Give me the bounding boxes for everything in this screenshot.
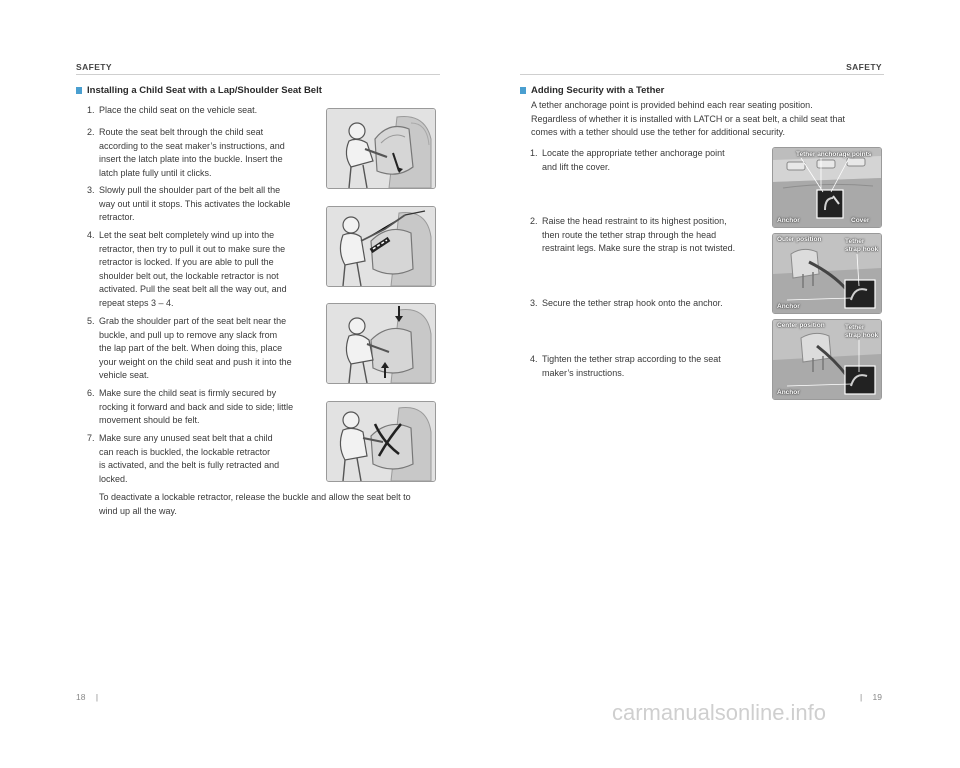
section-header-right: SAFETY	[846, 62, 882, 72]
step-number: 1.	[530, 148, 538, 158]
header-divider-left	[76, 74, 440, 75]
label-tether-strap-hook	[845, 324, 878, 339]
label-center-position: Center position	[777, 322, 825, 329]
left-section-title	[76, 85, 322, 96]
illustration-pull-belt	[326, 206, 436, 287]
page-separator: |	[859, 692, 863, 702]
step-line: Route the seat belt through the child seat	[99, 127, 264, 137]
right-section-title	[520, 85, 664, 96]
step-number: 4.	[87, 230, 95, 240]
page-number-right	[860, 692, 882, 702]
right-intro	[531, 99, 891, 140]
section-bullet-icon	[76, 87, 82, 94]
illustration-rock-seat	[326, 401, 436, 482]
label-line: strap hook	[845, 331, 879, 339]
step-line: and lift the cover.	[542, 161, 611, 172]
step-line: Let the seat belt completely wind up into the	[99, 230, 275, 240]
step-number: 2.	[87, 127, 95, 137]
step-number: 1.	[87, 105, 95, 115]
step-line: Locate the appropriate tether anchorage point	[542, 148, 725, 158]
intro-line: comes with a tether should use the tether for additional security.	[531, 127, 785, 138]
step-line: Place the child seat on the vehicle seat.	[99, 105, 258, 115]
step-line: vehicle seat.	[99, 370, 150, 381]
step-line: insert the latch plate into the buckle. Insert the	[99, 154, 283, 165]
step-number: 2.	[530, 216, 538, 226]
label-cover: Cover	[851, 217, 870, 224]
illustration-place-child-seat	[326, 108, 436, 189]
step-line: shoulder belt out, the lockable retractor is not	[99, 270, 279, 281]
left-note	[99, 491, 444, 518]
step-line: repeat steps 3 – 4.	[99, 297, 174, 308]
step-line: Slowly pull the shoulder part of the belt all the	[99, 185, 281, 195]
step-line: Grab the shoulder part of the seat belt near the	[99, 316, 287, 326]
step-number: 7.	[87, 433, 95, 443]
step-line: Make sure any unused seat belt that a child	[99, 433, 273, 443]
step-line: restraint legs. Make sure the strap is not twisted.	[542, 243, 736, 254]
watermark: carmanualsonline.info	[612, 700, 827, 725]
step-line: activated. Pull the seat belt all the way out, and	[99, 284, 287, 295]
right-section-title-text: Adding Security with a Tether	[531, 85, 665, 96]
step-line: according to the seat maker’s instructions, and	[99, 140, 285, 151]
step-line: Raise the head restraint to its highest position,	[542, 216, 727, 226]
section-header-left: SAFETY	[76, 62, 112, 72]
step-line: then route the tether strap through the head	[542, 229, 717, 240]
step-number: 3.	[87, 185, 95, 195]
step-line: Tighten the tether strap according to the seat	[542, 354, 721, 364]
step-line: Make sure the child seat is firmly secured by	[99, 388, 277, 398]
page-number: 18	[76, 692, 86, 702]
note-line: wind up all the way.	[99, 505, 177, 516]
step-line: locked.	[99, 473, 128, 484]
label-anchor: Anchor	[777, 303, 800, 310]
step-number: 3.	[530, 298, 538, 308]
step-line: your weight on the child seat and push it into the	[99, 356, 292, 367]
step-line: is activated, and the belt is fully retracted and	[99, 460, 280, 471]
step-number: 5.	[87, 316, 95, 326]
intro-line: Regardless of whether it is installed with LATCH or a seat belt, a child seat that	[531, 113, 845, 124]
step-line: maker’s instructions.	[542, 367, 625, 378]
step-line: retractor.	[99, 212, 135, 223]
figure-tether-anchorage	[772, 147, 882, 228]
step-line: retractor, then try to pull it out to make sure the	[99, 243, 286, 254]
left-section-title-text: Installing a Child Seat with a Lap/Shoulder Seat Belt	[87, 85, 322, 96]
section-bullet-icon	[520, 87, 526, 94]
label-anchor: Anchor	[777, 217, 800, 224]
step-line: rocking it forward and back and side to side; little	[99, 401, 294, 412]
step-number: 6.	[87, 388, 95, 398]
step-line: Secure the tether strap hook onto the anchor.	[542, 298, 723, 308]
page-number-left	[76, 692, 98, 702]
header-divider-right	[520, 74, 884, 75]
step-line: the lap part of the belt. When doing this, place	[99, 343, 283, 354]
label-anchor: Anchor	[777, 389, 800, 396]
note-line: To deactivate a lockable retractor, release the buckle and allow the seat belt to	[99, 492, 411, 502]
label-tether-strap-hook	[845, 238, 878, 253]
page-number: 19	[872, 692, 882, 702]
step-line: can reach is buckled, the lockable retractor	[99, 446, 271, 457]
label-line: strap hook	[845, 245, 879, 253]
step-line: latch plate fully until it clicks.	[99, 167, 212, 178]
label-tether-anchorage-points: Tether anchorage points	[796, 151, 872, 158]
label-line: Tether	[845, 238, 865, 245]
step-line: retractor is locked. If you are able to pull the	[99, 257, 274, 268]
illustration-remove-slack	[326, 303, 436, 384]
step-line: way out until it stops. This activates the lockable	[99, 198, 291, 209]
step-line: buckle, and pull up to remove any slack from	[99, 329, 278, 340]
label-outer-position: Outer position	[777, 236, 822, 243]
intro-line: A tether anchorage point is provided behind each rear seating position.	[531, 100, 813, 110]
step-number: 4.	[530, 354, 538, 364]
label-line: Tether	[845, 324, 865, 331]
page-separator: |	[95, 692, 99, 702]
step-line: movement should be felt.	[99, 415, 200, 426]
